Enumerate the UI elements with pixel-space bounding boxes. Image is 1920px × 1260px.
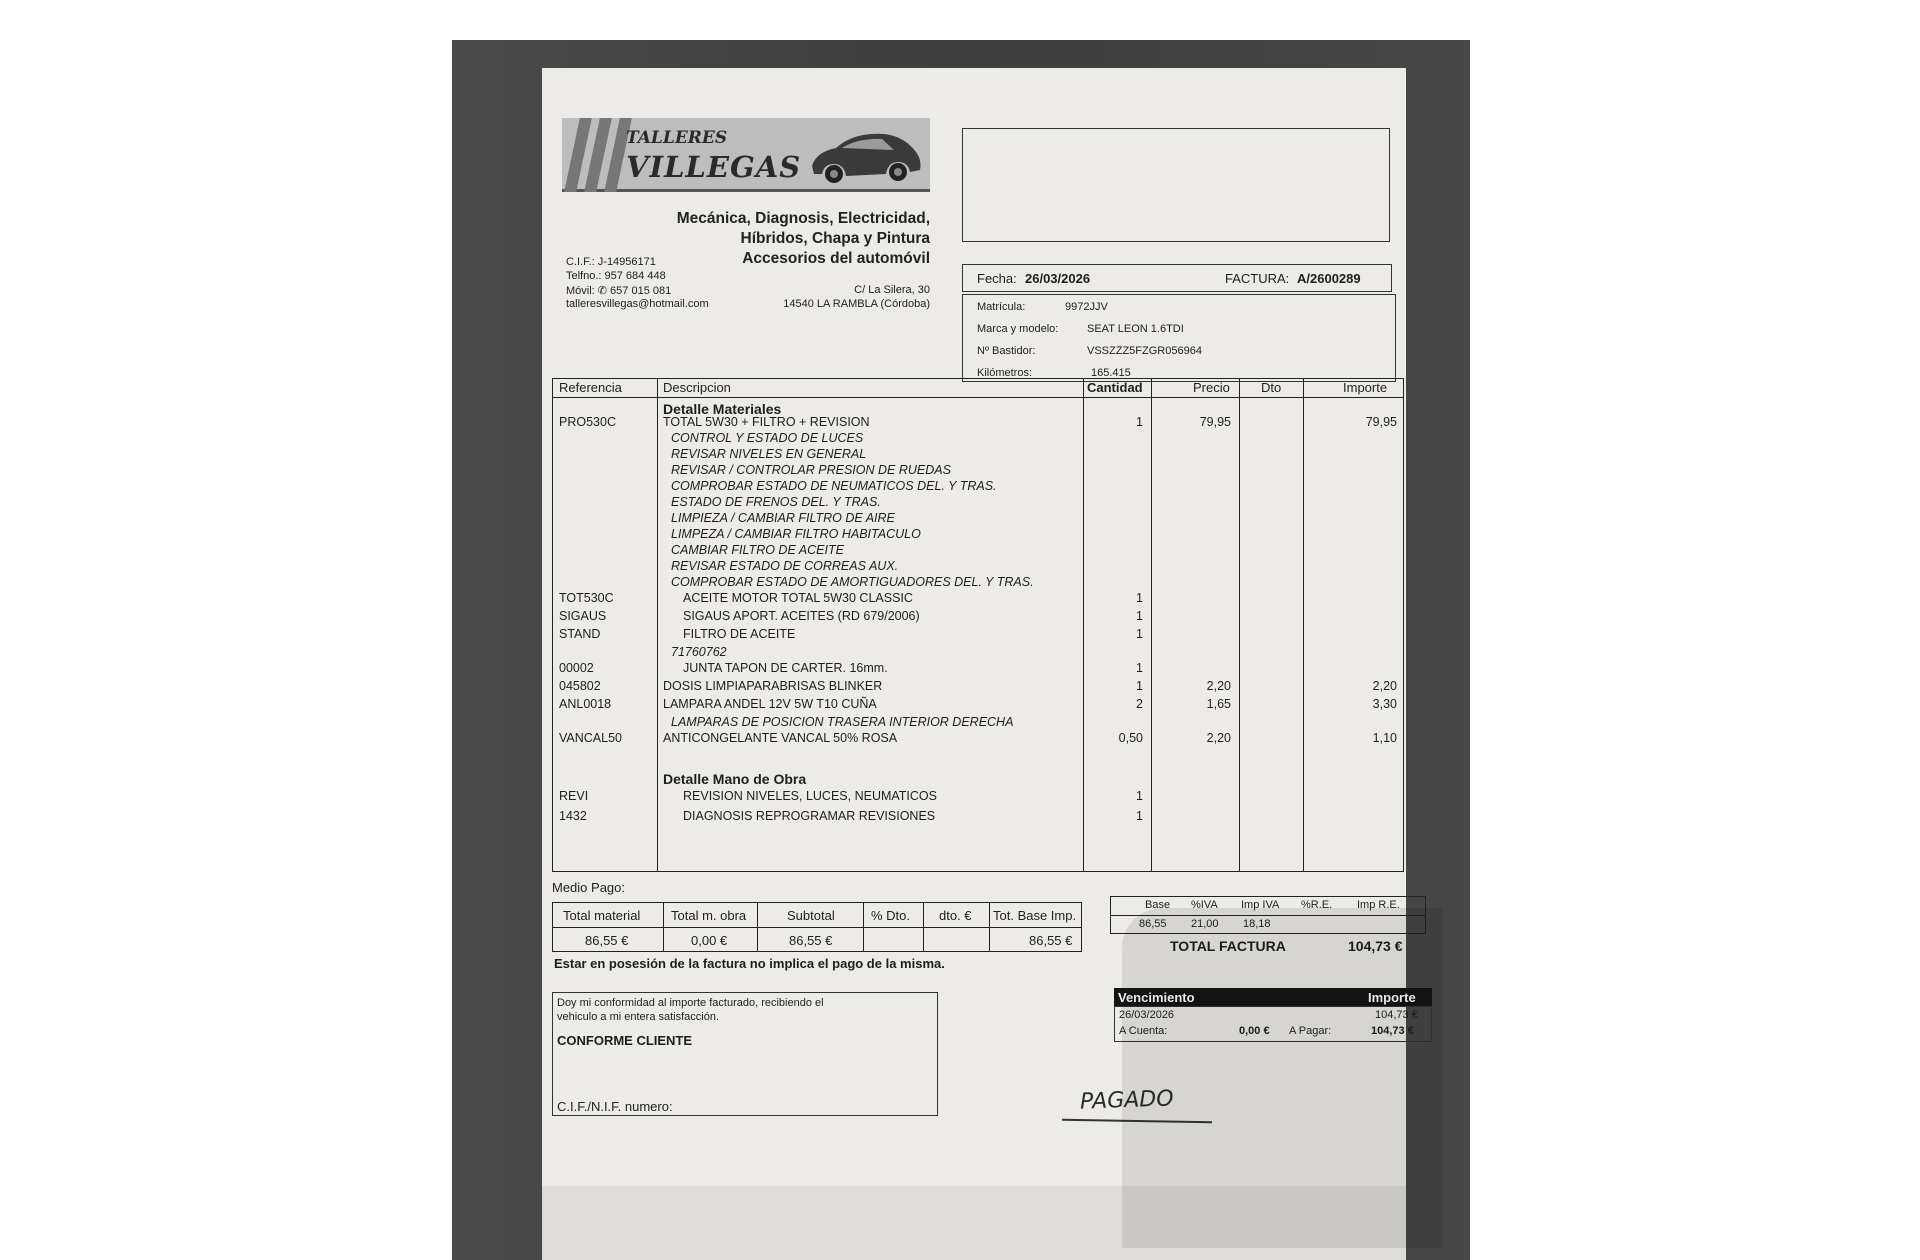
subtotal: 86,55 € — [789, 933, 833, 948]
payment-method-label: Medio Pago: — [552, 880, 625, 895]
item-qty: 1 — [1136, 679, 1143, 693]
item-amount: 3,30 — [1372, 697, 1397, 711]
invoice-date: 26/03/2026 — [1025, 271, 1091, 286]
item-desc: DIAGNOSIS REPROGRAMAR REVISIONES — [683, 809, 936, 823]
due-box: 26/03/2026 104,73 € A Cuenta: 0,00 € A Pagar: 104,73 € — [1114, 1006, 1432, 1042]
item-qty: 1 — [1136, 661, 1143, 675]
item-amount: 79,95 — [1365, 415, 1397, 429]
item-desc: COMPROBAR ESTADO DE AMORTIGUADORES DEL. Y TRAS. — [671, 575, 1034, 589]
item-desc: SIGAUS APORT. ACEITES (RD 679/2006) — [683, 609, 920, 623]
vehicle-plate: 9972JJV — [1065, 301, 1108, 313]
paid-handwriting: PAGADO — [1079, 1086, 1174, 1115]
item-desc: LAMPARA ANDEL 12V 5W T10 CUÑA — [663, 697, 877, 711]
customer-consent-box: Doy mi conformidad al importe facturado, recibiendo el vehiculo a mi entera satisfacción. CONFORME CLIENTE C.I.F./N.I.F. numero: — [552, 992, 938, 1116]
item-price: 2,20 — [1206, 679, 1231, 693]
header-importe: Importe — [1343, 380, 1388, 395]
item-qty: 1 — [1136, 591, 1143, 605]
item-ref: 045802 — [559, 679, 601, 693]
item-price: 2,20 — [1206, 731, 1231, 745]
item-ref: VANCAL50 — [559, 731, 622, 745]
tax-amount: 18,18 — [1243, 918, 1271, 930]
item-desc: TOTAL 5W30 + FILTRO + REVISION — [663, 415, 870, 429]
item-amount: 1,10 — [1372, 731, 1397, 745]
header-descripcion: Descripcion — [663, 380, 731, 395]
item-ref: STAND — [559, 627, 601, 641]
item-price: 79,95 — [1199, 415, 1231, 429]
item-desc: LIMPEZA / CAMBIAR FILTRO HABITACULO — [671, 527, 921, 541]
services-line-1: Mecánica, Diagnosis, Electricidad, — [676, 210, 930, 227]
car-icon — [806, 122, 926, 188]
total-amount: 104,73 € — [1348, 938, 1403, 954]
item-qty: 2 — [1136, 697, 1143, 711]
item-desc: CONTROL Y ESTADO DE LUCES — [671, 431, 864, 445]
invoice-header-box: Fecha: 26/03/2026 FACTURA: A/2600289 — [962, 264, 1392, 292]
company-logo: TALLERES VILLEGAS — [562, 118, 930, 192]
consent-title: CONFORME CLIENTE — [557, 1033, 693, 1048]
company-email: talleresvillegas@hotmail.com — [566, 298, 709, 310]
vehicle-box: Matrícula: 9972JJV Marca y modelo: SEAT LEON 1.6TDI Nº Bastidor: VSSZZZ5FZGR056964 Kilómetros: 165.415 — [962, 294, 1396, 382]
total-labor: 0,00 € — [691, 933, 728, 948]
item-desc: ANTICONGELANTE VANCAL 50% ROSA — [663, 731, 898, 745]
taxable-base: 86,55 € — [1029, 933, 1073, 948]
item-qty: 1 — [1136, 627, 1143, 641]
customer-address-box — [962, 128, 1390, 242]
item-qty: 0,50 — [1118, 731, 1143, 745]
due-amount: 104,73 € — [1375, 1009, 1418, 1021]
item-desc: FILTRO DE ACEITE — [683, 627, 796, 641]
section-labor: Detalle Mano de Obra — [663, 771, 807, 787]
paid-underline — [1062, 1119, 1212, 1124]
company-street: C/ La Silera, 30 — [854, 284, 930, 296]
tax-rate: 21,00 — [1191, 918, 1219, 930]
invoice-number: A/2600289 — [1297, 271, 1361, 286]
company-phone: Telfno.: 957 684 448 — [566, 270, 666, 282]
item-desc: LAMPARAS DE POSICION TRASERA INTERIOR DERECHA — [671, 715, 1014, 729]
vehicle-km: 165.415 — [1091, 367, 1131, 379]
item-desc: LIMPIEZA / CAMBIAR FILTRO DE AIRE — [671, 511, 895, 525]
company-mobile: Móvil: ✆ 657 015 081 — [566, 285, 672, 297]
totals-grid: Total material Total m. obra Subtotal % Dto. dto. € Tot. Base Imp. 86,55 € 0,00 € 86,55 € 86,55 € — [552, 902, 1082, 952]
item-amount: 2,20 — [1372, 679, 1397, 693]
header-cantidad: Cantidad — [1087, 380, 1143, 395]
item-desc: JUNTA TAPON DE CARTER. 16mm. — [683, 661, 888, 675]
tax-grid: Base %IVA Imp IVA %R.E. Imp R.E. 86,55 21,00 18,18 — [1110, 896, 1426, 934]
item-desc: REVISAR ESTADO DE CORREAS AUX. — [671, 559, 899, 573]
header-dto: Dto — [1261, 380, 1282, 395]
item-desc: 71760762 — [671, 645, 727, 659]
total-material: 86,55 € — [585, 933, 629, 948]
due-header: Vencimiento Importe — [1114, 988, 1432, 1006]
item-desc: COMPROBAR ESTADO DE NEUMATICOS DEL. Y TRAS. — [671, 479, 997, 493]
item-desc: ESTADO DE FRENOS DEL. Y TRAS. — [671, 495, 881, 509]
services-line-2: Híbridos, Chapa y Pintura — [740, 230, 930, 247]
payment-notice: Estar en posesión de la factura no implica el pago de la misma. — [554, 956, 945, 971]
header-precio: Precio — [1193, 380, 1230, 395]
due-date: 26/03/2026 — [1119, 1009, 1175, 1021]
item-desc: ACEITE MOTOR TOTAL 5W30 CLASSIC — [683, 591, 913, 605]
item-qty: 1 — [1136, 415, 1143, 429]
item-ref: REVI — [559, 789, 589, 803]
item-ref: 1432 — [559, 809, 587, 823]
company-city: 14540 LA RAMBLA (Córdoba) — [783, 298, 930, 310]
item-qty: 1 — [1136, 609, 1143, 623]
header-referencia: Referencia — [559, 380, 622, 395]
item-ref: SIGAUS — [559, 609, 607, 623]
item-ref: TOT530C — [559, 591, 614, 605]
item-ref: ANL0018 — [559, 697, 612, 711]
item-qty: 1 — [1136, 809, 1143, 823]
items-table — [552, 378, 1404, 872]
item-desc: CAMBIAR FILTRO DE ACEITE — [671, 543, 844, 557]
company-cif: C.I.F.: J-14956171 — [566, 256, 656, 268]
section-materials: Detalle Materiales — [663, 401, 782, 417]
redacted-area — [542, 1186, 1406, 1260]
item-desc: REVISAR / CONTROLAR PRESION DE RUEDAS — [671, 463, 951, 477]
total-label: TOTAL FACTURA — [1170, 938, 1286, 954]
item-ref: 00002 — [559, 661, 594, 675]
tax-base: 86,55 — [1139, 918, 1167, 930]
invoice-paper — [542, 68, 1418, 1260]
item-qty: 1 — [1136, 789, 1143, 803]
item-price: 1,65 — [1206, 697, 1231, 711]
vehicle-model: SEAT LEON 1.6TDI — [1087, 323, 1184, 335]
customer-id-label: C.I.F./N.I.F. numero: — [557, 1099, 673, 1114]
to-pay: 104,73 € — [1371, 1025, 1414, 1037]
vehicle-vin: VSSZZZ5FZGR056964 — [1087, 345, 1202, 357]
item-ref: PRO530C — [559, 415, 616, 429]
on-account: 0,00 € — [1239, 1025, 1270, 1037]
item-desc: DOSIS LIMPIAPARABRISAS BLINKER — [663, 679, 883, 693]
item-desc: REVISION NIVELES, LUCES, NEUMATICOS — [683, 789, 937, 803]
photo-background — [452, 40, 1470, 1260]
item-desc: REVISAR NIVELES EN GENERAL — [671, 447, 867, 461]
services-line-3: Accesorios del automóvil — [742, 250, 930, 267]
